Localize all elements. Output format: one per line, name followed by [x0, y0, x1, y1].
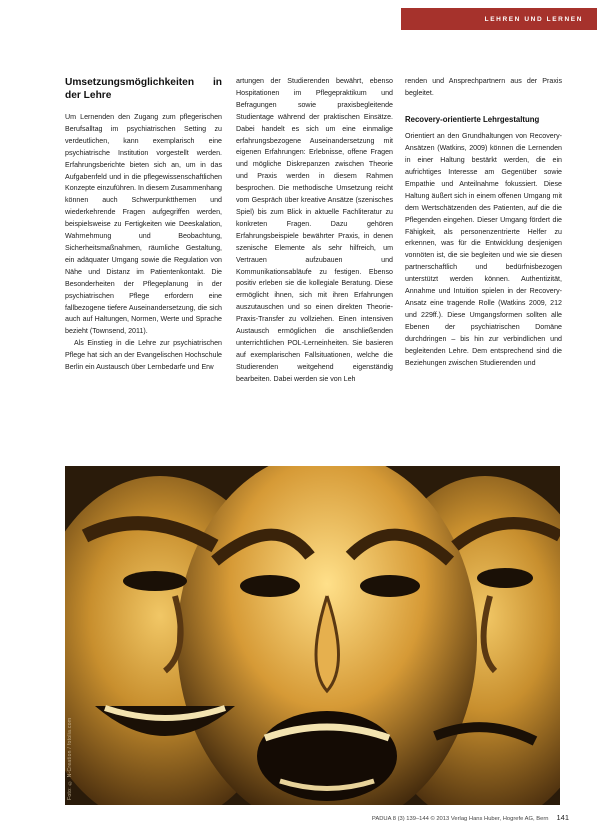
text-column-2 — [236, 76, 393, 471]
subheading: Recovery-orientierte Lehrgestaltung — [405, 114, 540, 124]
section-tab — [401, 8, 597, 30]
text-column-3 — [405, 76, 562, 471]
paragraph: renden und Ansprechpartnern aus der Praxis begleitet. — [405, 77, 562, 97]
photo-credit: Foto: © N-Creation / fotolia.com — [67, 717, 73, 800]
section-tab-label: LEHREN UND LERNEN — [484, 15, 583, 23]
masks-photo — [65, 466, 560, 805]
section-heading: Umsetzungsmöglichkeiten in der Lehre — [65, 77, 222, 101]
page-number: 141 — [556, 813, 569, 822]
golden-masks-illustration — [65, 466, 560, 805]
page-footer — [372, 813, 569, 822]
paragraph: Orientiert an den Grundhaltungen von Recovery-Ansätzen (Watkins, 2009) können die Lernenden in einer Haltung bestärkt werden, die ein aufrichtiges Interesse am Gegenüber sowie Empathie und Anteilnahme fokussiert. Diese Haltung äußert sich in einem offenen Umgang mit dem Wertschätzenden des Patienten, auf die die Pflegenden eingehen. Dieser Umgang fördert die Fähigkeit, als personenzentrierte Helfer zu erkennen, was für die Entwicklung desjenigen vonnöten ist, die sie begleiten und wie sie diesen partnerschaftlich und bedürfnisbezogen unterstützt werden können. Authentizität, Annahme und Intuition spielen in der Recovery-Ansatz eine tragende Rolle (Watkins 2009, 212 und 229ff.). Diese Umgangsformen sollten alle Ebenen der psychiatrischen Domäne durchdringen – bis hin zur verbindlichen und begleitenden Lehre. Dem entsprechend sind die Beziehungen zwischen Studierenden und — [405, 132, 562, 367]
paragraph: Um Lernenden den Zugang zum pflegerischen Berufsalltag im psychiatrischen Setting zu verdeutlichen, kann exemplarisch eine psychiatrische Institution vorgestellt werden. Erfahrungsberichte bieten sich an, um in das Aufgabenfeld und in die pflegewissenschaftlichen Konzepte einzuführen. In diesem Zusammenhang können auch Schwerpunktthemen und wiederkehrende Fragen aufgegriffen werden, beispielsweise zu Fertigkeiten wie Deeskalation, Wahrnehmung und Beobachtung, Sicherheitsmaßnahmen, räumliche Gestaltung, ein adäquater Umgang sowie die Regulation von Nähe und Distanz im Patientenkontakt. Die Besonderheiten der Pflegeplanung in der psychiatrischen Pflege erfordern eine fallbezogene tiefere Auseinandersetzung, die sich auch auf Haltungen, Normen, Werte und Sprache bezieht (Townsend, 2011). — [65, 113, 222, 336]
journal-citation: PADUA 8 (3) 139–144 © 2013 Verlag Hans Huber, Hogrefe AG, Bern — [371, 816, 549, 822]
paragraph: Als Einstieg in die Lehre zur psychiatrischen Pflege hat sich an der Evangelischen Hochschule Berlin ein Austausch über Lernbedarfe und Erw — [65, 339, 222, 372]
paragraph: artungen der Studierenden bewährt, ebenso Hospitationen im Pflegepraktikum und Befragungen sowie praxisbegleitende Studientage während der praktischen Einsätze. Dabei handelt es sich um eine einmalige erfahrungsbezogene Auseinandersetzung mit eigenen Erfahrungen: Erlebnisse, offene Fragen und mögliche Diskrepanzen zwischen Theorie und Praxis werden in diesem Rahmen besprochen. Die methodische Umsetzung reicht vom Gespräch über kreative Ansätze (szenisches Spiel) bis zum Blick in aktuelle Fachliteratur zu konkreten Fragen. Dazu gehören Erfahrungsbeispiele bewährter Praxis, in denen szenische Elemente als sehr hilfreich, um Vertrauen aufzubauen und Kommunikationsabläufe zu festigen. Ebenso positiv erleben sie die kollegiale Beratung. Diese ermöglicht ihnen, sich mit ihren Erfahrungen auszutauschen und so einen direkten Theorie-Praxis-Transfer zu vollziehen. Einen intensiven Austausch ermöglichen die anschließenden unterrichtlichen POL-Lerneinheiten. Sie basieren auf exemplarischen Fallsituationen, welche die Studierenden weitgehend eigenständig bearbeiten. Dabei werden sie von Leh — [236, 77, 393, 383]
text-column-1 — [65, 76, 222, 471]
